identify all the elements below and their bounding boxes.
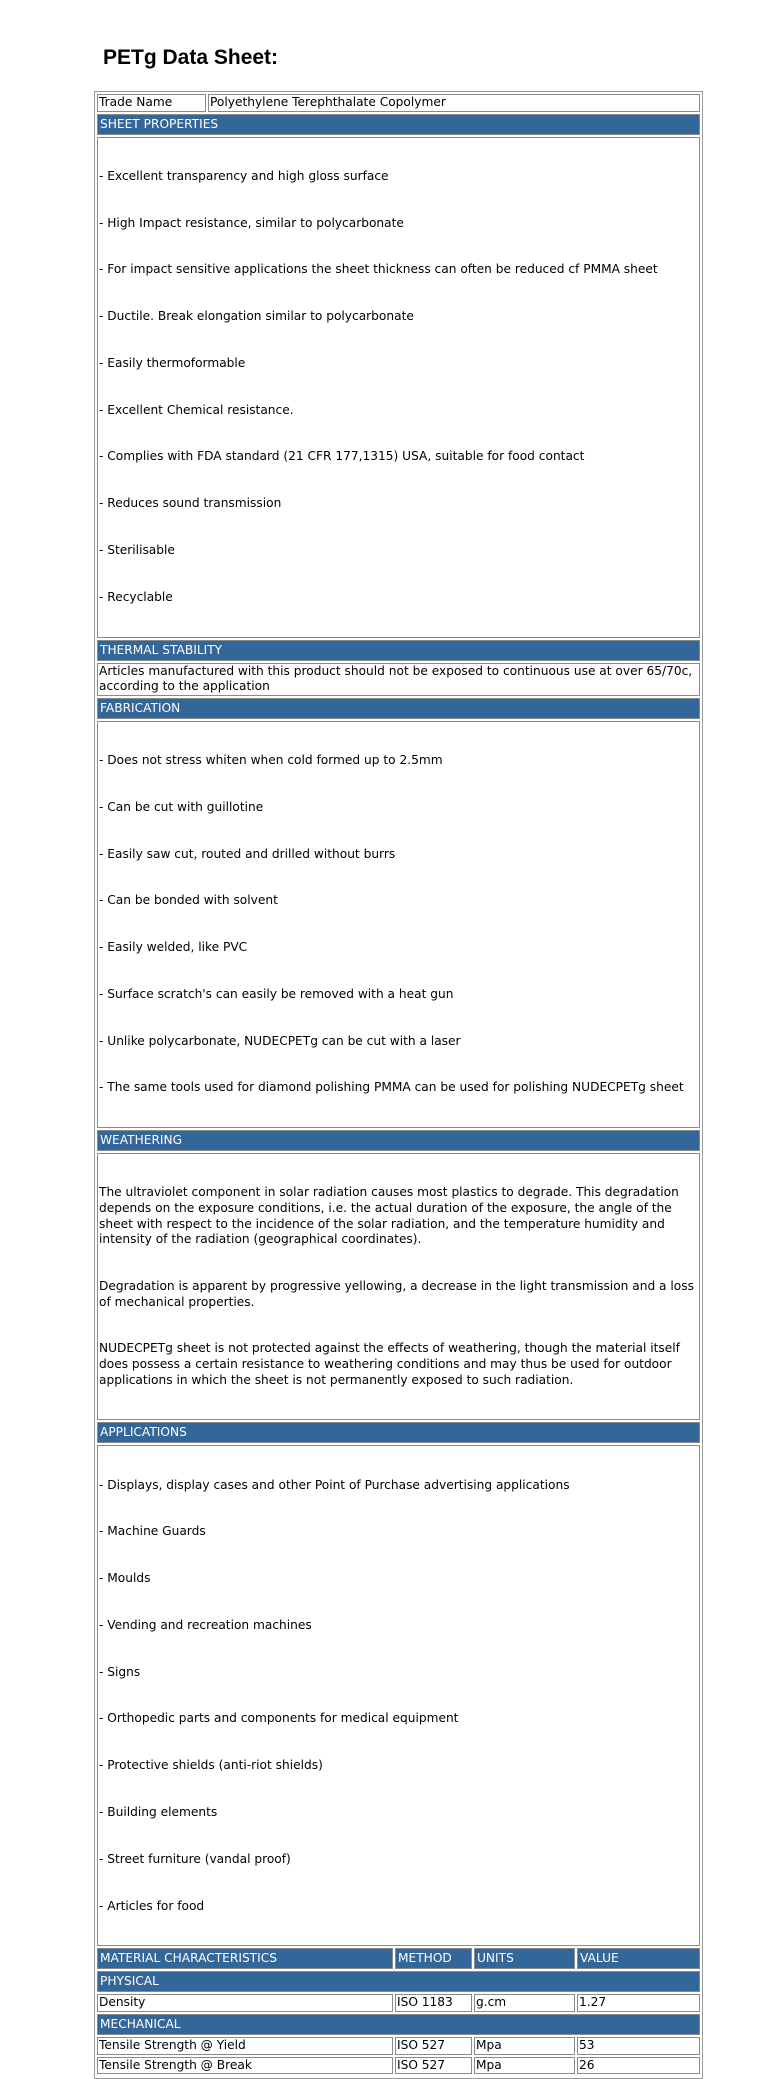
fabrication-body [97,721,700,1128]
section-header-physical: PHYSICAL [97,1971,700,1992]
property-name: Tensile Strength @ Break [97,2057,393,2075]
list-item: - Does not stress whiten when cold formed up to 2.5mm [99,752,443,767]
data-sheet-table [94,91,703,2079]
list-item: - Protective shields (anti-riot shields) [99,1758,323,1773]
table-row [97,2037,700,2055]
property-method: ISO 1183 [395,1994,472,2012]
column-header-characteristics: MATERIAL CHARACTERISTICS [97,1948,393,1969]
section-header-applications: APPLICATIONS [97,1422,700,1443]
list-item: - Unlike polycarbonate, NUDECPETg can be cut with a laser [99,1033,461,1048]
list-item: - High Impact resistance, similar to polycarbonate [99,215,404,230]
paragraph: Degradation is apparent by progressive yellowing, a decrease in the light transmission and a loss of mechanical properties. [99,1278,698,1309]
paragraph: The ultraviolet component in solar radiation causes most plastics to degrade. This degradation depends on the exposure conditions, i.e. the actual duration of the exposure, the angle of the sheet with respect to the incidence of the solar radiation, and the temperature humidity and intensity of the radiation (geographical coordinates). [99,1185,683,1247]
property-value: 1.27 [577,1994,700,2012]
property-name: Density [97,1994,393,2012]
list-item: - The same tools used for diamond polishing PMMA can be used for polishing NUDECPETg sheet [99,1080,684,1095]
list-item: - Articles for food [99,1898,205,1913]
property-method: ISO 527 [395,2057,472,2075]
table-row [97,1994,700,2012]
weathering-body [97,1153,700,1420]
list-item: - Ductile. Break elongation similar to polycarbonate [99,309,414,324]
list-item: - Building elements [99,1804,218,1819]
column-header-value: VALUE [577,1948,700,1969]
property-name: Tensile Strength @ Yield [97,2037,393,2055]
list-item: - Easily saw cut, routed and drilled without burrs [99,846,396,861]
list-item: - Complies with FDA standard (21 CFR 177,1315) USA, suitable for food contact [99,449,585,464]
property-value: 53 [577,2037,700,2055]
table-row [97,2057,700,2075]
thermal-stability-body: Articles manufactured with this product should not be exposed to continuous use at over 65/70c, according to the application [97,663,700,696]
section-header-fabrication: FABRICATION [97,698,700,719]
property-units: Mpa [474,2037,575,2055]
list-item: - Can be bonded with solvent [99,893,278,908]
property-value: 26 [577,2057,700,2075]
characteristics-header-row [97,1948,700,1969]
column-header-method: METHOD [395,1948,472,1969]
trade-name-row [97,94,700,112]
list-item: - Recyclable [99,589,173,604]
property-units: Mpa [474,2057,575,2075]
section-header-weathering: WEATHERING [97,1130,700,1151]
list-item: - Can be cut with guillotine [99,799,264,814]
list-item: - Excellent transparency and high gloss surface [99,168,389,183]
section-header-sheet-properties: SHEET PROPERTIES [97,114,700,135]
list-item: - Orthopedic parts and components for medical equipment [99,1711,459,1726]
page-title: PETg Data Sheet: [103,46,279,69]
applications-body [97,1445,700,1946]
list-item: - Displays, display cases and other Point of Purchase advertising applications [99,1477,570,1492]
list-item: - Vending and recreation machines [99,1617,312,1632]
list-item: - Sterilisable [99,543,175,558]
list-item: - Signs [99,1664,141,1679]
sheet-properties-body [97,137,700,638]
list-item: - For impact sensitive applications the sheet thickness can often be reduced cf PMMA sheet [99,262,658,277]
list-item: - Reduces sound transmission [99,496,282,511]
trade-name-value: Polyethylene Terephthalate Copolymer [208,94,700,112]
trade-name-label: Trade Name [97,94,206,112]
list-item: - Easily welded, like PVC [99,940,248,955]
section-header-mechanical: MECHANICAL [97,2014,700,2035]
list-item: - Excellent Chemical resistance. [99,402,294,417]
list-item: - Street furniture (vandal proof) [99,1851,291,1866]
column-header-units: UNITS [474,1948,575,1969]
list-item: - Moulds [99,1571,151,1586]
paragraph: NUDECPETg sheet is not protected against the effects of weathering, though the material itself does possess a certain resistance to weathering conditions and may thus be used for outdoor applications in which the sheet is not permanently exposed to such radiation. [99,1341,684,1387]
list-item: - Machine Guards [99,1524,206,1539]
list-item: - Easily thermoformable [99,355,246,370]
property-units: g.cm [474,1994,575,2012]
list-item: - Surface scratch's can easily be removed with a heat gun [99,986,454,1001]
property-method: ISO 527 [395,2037,472,2055]
section-header-thermal-stability: THERMAL STABILITY [97,640,700,661]
